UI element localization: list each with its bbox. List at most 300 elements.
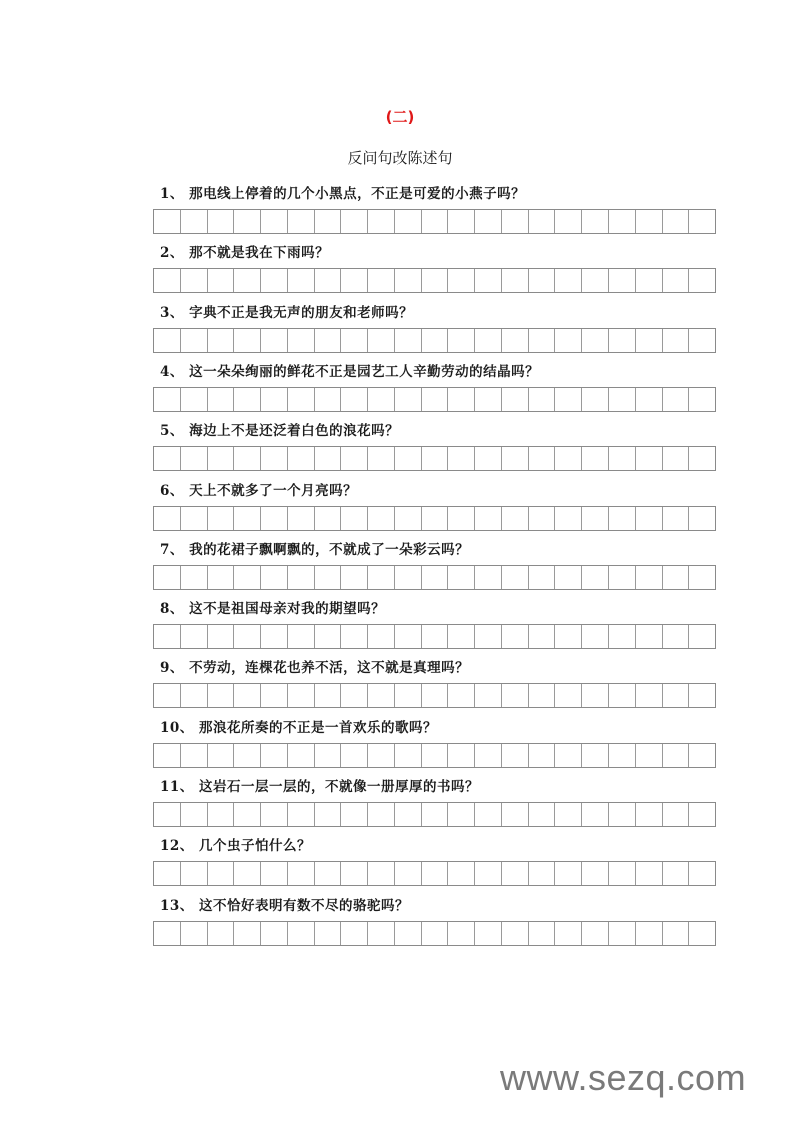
answer-grid[interactable] — [153, 802, 716, 827]
answer-cell[interactable] — [154, 388, 181, 411]
answer-cell[interactable] — [582, 566, 609, 589]
answer-cell[interactable] — [475, 329, 502, 352]
answer-cell[interactable] — [502, 803, 529, 826]
answer-cell[interactable] — [475, 566, 502, 589]
answer-cell[interactable] — [261, 862, 288, 885]
answer-cell[interactable] — [663, 922, 690, 945]
answer-cell[interactable] — [689, 447, 715, 470]
answer-cell[interactable] — [288, 625, 315, 648]
answer-cell[interactable] — [529, 269, 556, 292]
answer-cell[interactable] — [341, 922, 368, 945]
answer-cell[interactable] — [609, 744, 636, 767]
answer-cell[interactable] — [663, 388, 690, 411]
answer-cell[interactable] — [395, 803, 422, 826]
answer-cell[interactable] — [555, 329, 582, 352]
answer-cell[interactable] — [261, 507, 288, 530]
question-text: 2、 那不就是我在下雨吗？ — [160, 245, 330, 262]
answer-cell[interactable] — [181, 507, 208, 530]
answer-cell[interactable] — [529, 862, 556, 885]
answer-cell[interactable] — [448, 803, 475, 826]
answer-cell[interactable] — [555, 862, 582, 885]
answer-cell[interactable] — [154, 922, 181, 945]
answer-cell[interactable] — [689, 566, 715, 589]
answer-cell[interactable] — [502, 625, 529, 648]
answer-grid[interactable] — [153, 921, 716, 946]
answer-cell[interactable] — [234, 803, 261, 826]
answer-cell[interactable] — [636, 388, 663, 411]
answer-cell[interactable] — [555, 269, 582, 292]
answer-cell[interactable] — [181, 388, 208, 411]
answer-cell[interactable] — [368, 269, 395, 292]
answer-cell[interactable] — [448, 684, 475, 707]
answer-cell[interactable] — [663, 210, 690, 233]
answer-cell[interactable] — [609, 803, 636, 826]
answer-cell[interactable] — [448, 269, 475, 292]
answer-cell[interactable] — [422, 862, 449, 885]
answer-cell[interactable] — [315, 210, 342, 233]
answer-cell[interactable] — [288, 388, 315, 411]
answer-cell[interactable] — [368, 625, 395, 648]
answer-cell[interactable] — [555, 388, 582, 411]
answer-cell[interactable] — [448, 862, 475, 885]
answer-cell[interactable] — [154, 507, 181, 530]
answer-grid[interactable] — [153, 209, 716, 234]
answer-cell[interactable] — [609, 684, 636, 707]
answer-cell[interactable] — [261, 803, 288, 826]
answer-cell[interactable] — [529, 329, 556, 352]
answer-cell[interactable] — [368, 210, 395, 233]
answer-cell[interactable] — [261, 744, 288, 767]
answer-cell[interactable] — [663, 862, 690, 885]
answer-grid[interactable] — [153, 743, 716, 768]
answer-cell[interactable] — [341, 744, 368, 767]
answer-cell[interactable] — [315, 744, 342, 767]
answer-cell[interactable] — [609, 269, 636, 292]
answer-cell[interactable] — [234, 388, 261, 411]
question-text: 5、 海边上不是还泛着白色的浪花吗？ — [160, 423, 400, 440]
answer-cell[interactable] — [663, 269, 690, 292]
answer-cell[interactable] — [208, 210, 235, 233]
answer-cell[interactable] — [475, 447, 502, 470]
answer-cell[interactable] — [154, 566, 181, 589]
answer-cell[interactable] — [609, 922, 636, 945]
answer-cell[interactable] — [395, 684, 422, 707]
answer-cell[interactable] — [475, 388, 502, 411]
answer-cell[interactable] — [502, 862, 529, 885]
answer-grid[interactable] — [153, 387, 716, 412]
answer-cell[interactable] — [609, 447, 636, 470]
answer-cell[interactable] — [502, 269, 529, 292]
answer-cell[interactable] — [502, 922, 529, 945]
answer-cell[interactable] — [582, 744, 609, 767]
answer-cell[interactable] — [529, 922, 556, 945]
answer-cell[interactable] — [261, 625, 288, 648]
answer-cell[interactable] — [448, 507, 475, 530]
question-text: 8、 这不是祖国母亲对我的期望吗？ — [160, 601, 386, 618]
answer-grid[interactable] — [153, 268, 716, 293]
answer-cell[interactable] — [154, 803, 181, 826]
answer-cell[interactable] — [582, 803, 609, 826]
answer-grid[interactable] — [153, 683, 716, 708]
answer-cell[interactable] — [261, 447, 288, 470]
answer-cell[interactable] — [315, 329, 342, 352]
answer-cell[interactable] — [636, 922, 663, 945]
answer-cell[interactable] — [636, 862, 663, 885]
answer-cell[interactable] — [341, 684, 368, 707]
answer-cell[interactable] — [529, 625, 556, 648]
answer-cell[interactable] — [529, 803, 556, 826]
answer-cell[interactable] — [689, 803, 715, 826]
answer-cell[interactable] — [181, 566, 208, 589]
answer-cell[interactable] — [636, 566, 663, 589]
answer-cell[interactable] — [315, 566, 342, 589]
answer-cell[interactable] — [529, 388, 556, 411]
answer-cell[interactable] — [689, 507, 715, 530]
answer-cell[interactable] — [663, 684, 690, 707]
answer-cell[interactable] — [341, 566, 368, 589]
answer-cell[interactable] — [368, 388, 395, 411]
answer-cell[interactable] — [529, 447, 556, 470]
answer-cell[interactable] — [288, 329, 315, 352]
answer-cell[interactable] — [582, 269, 609, 292]
answer-cell[interactable] — [636, 507, 663, 530]
answer-grid[interactable] — [153, 624, 716, 649]
answer-cell[interactable] — [368, 447, 395, 470]
answer-cell[interactable] — [422, 625, 449, 648]
answer-cell[interactable] — [288, 744, 315, 767]
answer-cell[interactable] — [341, 507, 368, 530]
answer-cell[interactable] — [315, 625, 342, 648]
answer-cell[interactable] — [261, 566, 288, 589]
answer-cell[interactable] — [529, 507, 556, 530]
answer-grid[interactable] — [153, 446, 716, 471]
answer-cell[interactable] — [288, 862, 315, 885]
answer-cell[interactable] — [636, 210, 663, 233]
answer-cell[interactable] — [288, 566, 315, 589]
answer-cell[interactable] — [395, 744, 422, 767]
answer-cell[interactable] — [422, 269, 449, 292]
answer-cell[interactable] — [555, 566, 582, 589]
answer-cell[interactable] — [208, 388, 235, 411]
answer-cell[interactable] — [395, 329, 422, 352]
answer-cell[interactable] — [689, 269, 715, 292]
answer-cell[interactable] — [395, 210, 422, 233]
answer-cell[interactable] — [395, 269, 422, 292]
answer-cell[interactable] — [636, 744, 663, 767]
answer-cell[interactable] — [555, 744, 582, 767]
answer-cell[interactable] — [368, 922, 395, 945]
answer-cell[interactable] — [341, 210, 368, 233]
answer-cell[interactable] — [395, 625, 422, 648]
answer-cell[interactable] — [368, 507, 395, 530]
answer-cell[interactable] — [689, 388, 715, 411]
answer-cell[interactable] — [582, 507, 609, 530]
answer-cell[interactable] — [636, 447, 663, 470]
question-text: 7、 我的花裙子飘啊飘的，不就成了一朵彩云吗？ — [160, 541, 470, 558]
answer-cell[interactable] — [636, 803, 663, 826]
question-text: 9、 不劳动，连棵花也养不活，这不就是真理吗？ — [160, 660, 470, 677]
answer-cell[interactable] — [368, 803, 395, 826]
answer-cell[interactable] — [529, 744, 556, 767]
question-text: 12、 几个虫子怕什么？ — [160, 838, 311, 855]
answer-grid[interactable] — [153, 861, 716, 886]
answer-cell[interactable] — [288, 922, 315, 945]
answer-cell[interactable] — [582, 388, 609, 411]
answer-cell[interactable] — [663, 803, 690, 826]
answer-cell[interactable] — [448, 744, 475, 767]
answer-cell[interactable] — [582, 684, 609, 707]
answer-cell[interactable] — [208, 269, 235, 292]
answer-cell[interactable] — [422, 744, 449, 767]
answer-cell[interactable] — [261, 388, 288, 411]
answer-cell[interactable] — [288, 507, 315, 530]
answer-cell[interactable] — [395, 388, 422, 411]
answer-cell[interactable] — [689, 625, 715, 648]
answer-cell[interactable] — [181, 329, 208, 352]
answer-cell[interactable] — [315, 862, 342, 885]
answer-cell[interactable] — [208, 744, 235, 767]
answer-cell[interactable] — [448, 922, 475, 945]
answer-cell[interactable] — [315, 684, 342, 707]
answer-cell[interactable] — [154, 447, 181, 470]
answer-cell[interactable] — [368, 684, 395, 707]
answer-cell[interactable] — [582, 625, 609, 648]
answer-cell[interactable] — [475, 684, 502, 707]
answer-cell[interactable] — [475, 862, 502, 885]
question-text: 4、 这一朵朵绚丽的鲜花不正是园艺工人辛勤劳动的结晶吗？ — [160, 363, 540, 380]
answer-cell[interactable] — [475, 803, 502, 826]
question-text: 13、 这不恰好表明有数不尽的骆驼吗？ — [160, 897, 409, 914]
answer-cell[interactable] — [154, 862, 181, 885]
answer-cell[interactable] — [502, 684, 529, 707]
answer-cell[interactable] — [315, 388, 342, 411]
answer-cell[interactable] — [422, 329, 449, 352]
answer-cell[interactable] — [475, 269, 502, 292]
answer-cell[interactable] — [448, 210, 475, 233]
answer-cell[interactable] — [315, 507, 342, 530]
answer-cell[interactable] — [261, 922, 288, 945]
answer-cell[interactable] — [609, 862, 636, 885]
answer-cell[interactable] — [422, 566, 449, 589]
answer-cell[interactable] — [609, 210, 636, 233]
answer-cell[interactable] — [234, 447, 261, 470]
answer-cell[interactable] — [448, 388, 475, 411]
answer-grid[interactable] — [153, 565, 716, 590]
answer-cell[interactable] — [422, 388, 449, 411]
answer-cell[interactable] — [422, 210, 449, 233]
answer-cell[interactable] — [582, 447, 609, 470]
answer-cell[interactable] — [234, 744, 261, 767]
answer-grid[interactable] — [153, 328, 716, 353]
answer-cell[interactable] — [154, 684, 181, 707]
answer-cell[interactable] — [663, 625, 690, 648]
answer-cell[interactable] — [234, 862, 261, 885]
answer-cell[interactable] — [422, 447, 449, 470]
answer-cell[interactable] — [529, 210, 556, 233]
answer-cell[interactable] — [341, 862, 368, 885]
answer-cell[interactable] — [368, 566, 395, 589]
answer-cell[interactable] — [234, 566, 261, 589]
answer-cell[interactable] — [555, 625, 582, 648]
answer-cell[interactable] — [636, 684, 663, 707]
answer-cell[interactable] — [502, 329, 529, 352]
watermark: www.sezq.com — [500, 1057, 747, 1098]
answer-cell[interactable] — [234, 329, 261, 352]
answer-cell[interactable] — [208, 862, 235, 885]
answer-cell[interactable] — [555, 803, 582, 826]
answer-cell[interactable] — [341, 447, 368, 470]
answer-cell[interactable] — [395, 922, 422, 945]
answer-cell[interactable] — [502, 447, 529, 470]
answer-cell[interactable] — [154, 744, 181, 767]
question-text: 3、 字典不正是我无声的朋友和老师吗？ — [160, 304, 414, 321]
answer-cell[interactable] — [475, 210, 502, 233]
answer-cell[interactable] — [181, 803, 208, 826]
answer-cell[interactable] — [208, 684, 235, 707]
answer-cell[interactable] — [395, 447, 422, 470]
answer-cell[interactable] — [181, 922, 208, 945]
answer-cell[interactable] — [181, 684, 208, 707]
answer-cell[interactable] — [663, 447, 690, 470]
answer-cell[interactable] — [341, 803, 368, 826]
answer-cell[interactable] — [448, 447, 475, 470]
answer-cell[interactable] — [555, 922, 582, 945]
answer-cell[interactable] — [475, 744, 502, 767]
answer-cell[interactable] — [582, 329, 609, 352]
answer-cell[interactable] — [234, 269, 261, 292]
answer-cell[interactable] — [154, 210, 181, 233]
question-text: 1、 那电线上停着的几个小黑点，不正是可爱的小燕子吗？ — [160, 186, 526, 202]
answer-cell[interactable] — [288, 210, 315, 233]
answer-cell[interactable] — [555, 210, 582, 233]
answer-cell[interactable] — [208, 329, 235, 352]
answer-cell[interactable] — [582, 862, 609, 885]
answer-cell[interactable] — [288, 447, 315, 470]
answer-cell[interactable] — [689, 744, 715, 767]
answer-cell[interactable] — [422, 803, 449, 826]
answer-cell[interactable] — [689, 862, 715, 885]
answer-cell[interactable] — [208, 566, 235, 589]
answer-cell[interactable] — [555, 447, 582, 470]
answer-cell[interactable] — [663, 329, 690, 352]
answer-cell[interactable] — [341, 388, 368, 411]
answer-cell[interactable] — [181, 862, 208, 885]
answer-cell[interactable] — [315, 447, 342, 470]
answer-cell[interactable] — [181, 744, 208, 767]
answer-grid[interactable] — [153, 506, 716, 531]
answer-cell[interactable] — [529, 684, 556, 707]
answer-cell[interactable] — [181, 269, 208, 292]
answer-cell[interactable] — [341, 269, 368, 292]
answer-cell[interactable] — [315, 922, 342, 945]
answer-cell[interactable] — [448, 329, 475, 352]
answer-cell[interactable] — [208, 447, 235, 470]
answer-cell[interactable] — [582, 922, 609, 945]
answer-cell[interactable] — [636, 625, 663, 648]
answer-cell[interactable] — [502, 388, 529, 411]
answer-cell[interactable] — [582, 210, 609, 233]
answer-cell[interactable] — [261, 210, 288, 233]
answer-cell[interactable] — [395, 507, 422, 530]
answer-cell[interactable] — [368, 862, 395, 885]
answer-cell[interactable] — [154, 269, 181, 292]
answer-cell[interactable] — [422, 507, 449, 530]
answer-cell[interactable] — [529, 566, 556, 589]
answer-cell[interactable] — [689, 922, 715, 945]
answer-cell[interactable] — [609, 566, 636, 589]
answer-cell[interactable] — [663, 566, 690, 589]
answer-cell[interactable] — [663, 744, 690, 767]
answer-cell[interactable] — [636, 269, 663, 292]
answer-cell[interactable] — [234, 507, 261, 530]
answer-cell[interactable] — [261, 269, 288, 292]
answer-cell[interactable] — [208, 507, 235, 530]
answer-cell[interactable] — [448, 625, 475, 648]
answer-cell[interactable] — [341, 625, 368, 648]
answer-cell[interactable] — [395, 862, 422, 885]
answer-cell[interactable] — [261, 684, 288, 707]
answer-cell[interactable] — [555, 684, 582, 707]
answer-cell[interactable] — [636, 329, 663, 352]
answer-cell[interactable] — [475, 922, 502, 945]
answer-cell[interactable] — [234, 684, 261, 707]
answer-cell[interactable] — [261, 329, 288, 352]
answer-cell[interactable] — [234, 210, 261, 233]
question-text: 11、 这岩石一层一层的，不就像一册厚厚的书吗？ — [160, 779, 479, 795]
answer-cell[interactable] — [689, 210, 715, 233]
answer-cell[interactable] — [555, 507, 582, 530]
answer-cell[interactable] — [395, 566, 422, 589]
answer-cell[interactable] — [609, 329, 636, 352]
answer-cell[interactable] — [422, 922, 449, 945]
answer-cell[interactable] — [315, 269, 342, 292]
answer-cell[interactable] — [368, 329, 395, 352]
answer-cell[interactable] — [288, 684, 315, 707]
answer-cell[interactable] — [234, 625, 261, 648]
answer-cell[interactable] — [502, 507, 529, 530]
question-text: 6、 天上不就多了一个月亮吗？ — [160, 482, 358, 499]
answer-cell[interactable] — [502, 210, 529, 233]
answer-cell[interactable] — [208, 625, 235, 648]
answer-cell[interactable] — [288, 803, 315, 826]
answer-cell[interactable] — [448, 566, 475, 589]
answer-cell[interactable] — [609, 507, 636, 530]
answer-cell[interactable] — [368, 744, 395, 767]
answer-cell[interactable] — [181, 447, 208, 470]
answer-cell[interactable] — [475, 507, 502, 530]
answer-cell[interactable] — [341, 329, 368, 352]
answer-cell[interactable] — [234, 922, 261, 945]
answer-cell[interactable] — [689, 684, 715, 707]
answer-cell[interactable] — [315, 803, 342, 826]
answer-cell[interactable] — [609, 388, 636, 411]
answer-cell[interactable] — [208, 922, 235, 945]
answer-cell[interactable] — [663, 507, 690, 530]
answer-cell[interactable] — [502, 744, 529, 767]
answer-cell[interactable] — [609, 625, 636, 648]
answer-cell[interactable] — [689, 329, 715, 352]
answer-cell[interactable] — [181, 625, 208, 648]
answer-cell[interactable] — [181, 210, 208, 233]
section-heading: (二) — [385, 108, 415, 126]
answer-cell[interactable] — [154, 625, 181, 648]
answer-cell[interactable] — [422, 684, 449, 707]
answer-cell[interactable] — [154, 329, 181, 352]
answer-cell[interactable] — [288, 269, 315, 292]
answer-cell[interactable] — [475, 625, 502, 648]
answer-cell[interactable] — [502, 566, 529, 589]
answer-cell[interactable] — [208, 803, 235, 826]
